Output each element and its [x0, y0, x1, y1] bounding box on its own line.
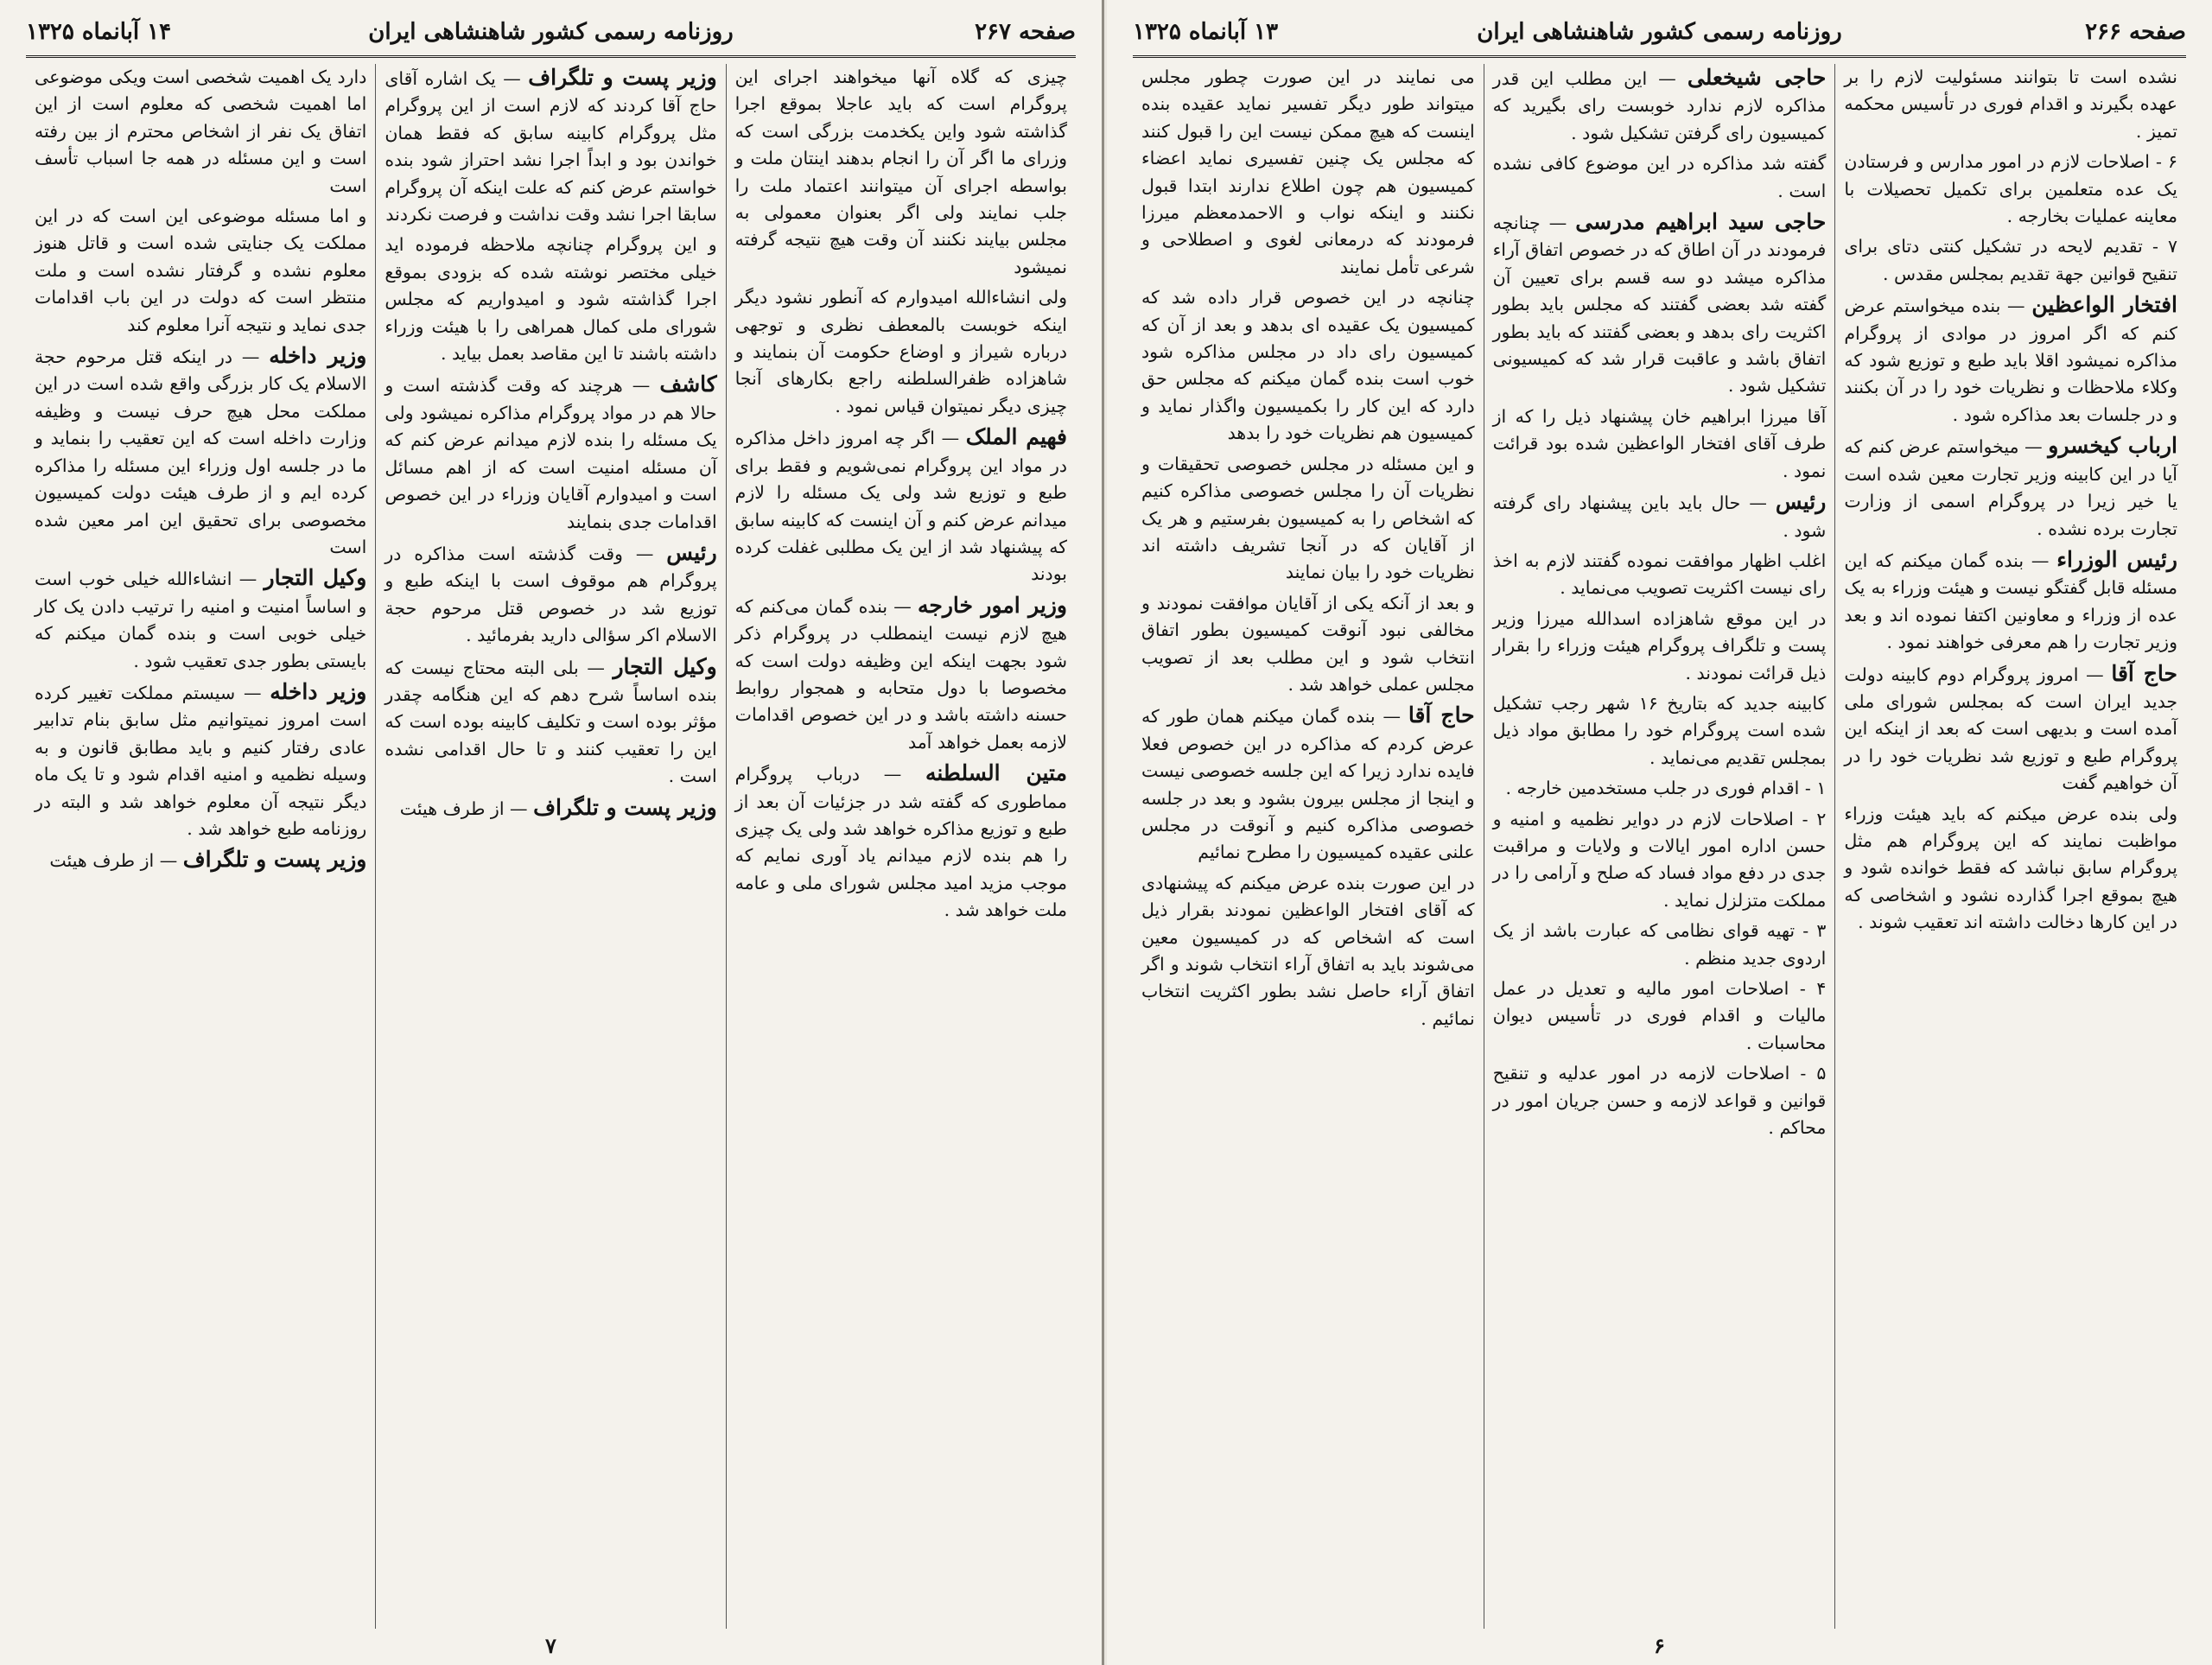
paragraph-text: بنده گمان میکنم همان طور که عرض کردم که مذاکره در این خصوص فعلا فایده ندارد زیرا که این جلسه خصوصی نیست و اینجا از مجلس بیرون بشود و بعد در جلسه خصوصی مذاکره کنیم و آنوقت در مجلس علنی عقیده کمیسیون را مطرح نمائیم [1141, 706, 1475, 863]
article-paragraph [1493, 690, 1827, 772]
paragraph-text: بنده گمان می‌کنم که هیچ لازم نیست اینمطلب در پروگرام ذکر شود بجهت اینکه این وظیفه دولت است که مخصوصا با دول متحابه و همجوار روابط حسنه داشته باشد و در این خصوص اقدامات لازمه بعمل خواهد آمد [734, 595, 1067, 753]
speaker-name: حاج آقا [2111, 660, 2177, 686]
article-paragraph: وزیر داخله — سیستم مملکت تغییر کرده است امروز نمیتوانیم مثل سابق بنام تدابیر عادی رفتار کنیم و باید مطابق قانون و به وسیله نظمیه و امنیه اقدام شود و تا یک ماه دیگر نتیجه آن معلوم خواهد شد و البته در روزنامه طبع خواهد شد . [35, 678, 367, 839]
article-paragraph: وزیر پست و تلگراف — از طرف هیئت [49, 847, 367, 873]
left-page [0, 0, 1104, 1665]
article-paragraph [35, 203, 366, 339]
paragraph-text: ۷ - تقدیم لایحه در تشکیل کنتی دتای برای تنقیح قوانین جهة تقدیم بمجلس مقدس . [1844, 236, 2177, 284]
article-paragraph [1844, 801, 2177, 937]
paragraph-text: نشده است تا بتوانند مسئولیت لازم را بر عهده بگیرند و اقدام فوری در تأسیس محکمه تمیز . [1844, 67, 2177, 142]
article-paragraph [1493, 548, 1827, 602]
speaker-name: متین السلطنه [925, 760, 1067, 786]
article-paragraph [1141, 64, 1475, 281]
paragraph-text: این مطلب این قدر مذاکره لازم ندارد خوبست رای بگیرید که کمیسیون رای گرفتن تشکیل شود . [1492, 68, 1827, 143]
article-paragraph: ارباب کیخسرو — میخواستم عرض کنم که آیا در این کابینه وزیر تجارت معین شده است یا خیر زیرا در پروگرام اسمی از وزارت تجارت برده نشده . [1844, 433, 2177, 539]
article-paragraph [35, 64, 366, 200]
article-paragraph [1141, 870, 1475, 1033]
paragraph-text: ۶ - اصلاحات لازم در امور مدارس و فرستادن یک عده متعلمین برای تکمیل تحصیلات با معاینه عملیات بخارجه . [1844, 151, 2177, 227]
paragraph-text: ۲ - اصلاحات لازم در دوایر نظمیه و امنیه و حسن اداره امور ایالات و ولایات و مراقبت جدی در دفع مواد فساد که صلح و آرامی را در مملکت متزلزل نماید . [1492, 808, 1827, 911]
article-paragraph: وزیر پست و تلگراف — یک اشاره آقای حاج آقا کردند که لازم است از این پروگرام مثل پروگرام کابینه سابق که فقط همان خواندن بود و ابداً اجرا نشد احتراز شود بنده خواستم عرض کنم که علت اینکه آن پروگرام سابقا اجرا نشد وقت نداشت و فرصت نکردند [385, 65, 717, 226]
paragraph-text: ولی بنده عرض میکنم که باید هیئت وزراء مواظبت نمایند که این پروگرام هم مثل پروگرام سابق نباشد که فقط خوانده شود و هیچ بموقع اجرا گذارده نشود و اشخاصی که در این کارها دخالت داشته اند تعقیب شوند . [1844, 803, 2177, 933]
article-paragraph: حاجی سید ابراهیم مدرسی — چنانچه فرمودند در آن اطاق که در خصوص اتفاق آراء مذاکره میشد دو سه قسم برای تعیین آن گفته شد بعضی گفتند که مجلس باید بطور اکثریت رای بدهد و بعضی گفتند که باید بطور اتفاق باشد و عاقبت قرار شد که کمیسیونی تشکیل شود . [1492, 209, 1827, 397]
paragraph-text: از طرف هیئت [399, 798, 505, 819]
paragraph-text: در این صورت بنده عرض میکنم که پیشنهادی که آقای افتخار الواعظین نمودند بقرار ذیل است که اشخاص که در کمیسیون معین می‌شوند باید به اتفاق آراء انتخاب شوند و اگر اتفاق آراء حاصل نشد بطور اکثریت انتخاب نمائیم . [1141, 872, 1475, 1029]
speaker-name: حاجی شیخعلی [1687, 65, 1827, 90]
speaker-name: وزیر داخله [269, 343, 367, 369]
newspaper-title: روزنامه رسمی کشور شاهنشاهی ایران [1477, 19, 1842, 45]
speaker-name: رئیس [666, 539, 717, 565]
article-paragraph: وزیر داخله — در اینکه قتل مرحوم حجة الاسلام یک کار بزرگی واقع شده است در این مملکت محل هیچ حرف نیست و وظیفه وزارت داخله است که این تعقیب را بنماید و ما در جلسه اول وزراء این مسئله را مذاکره کرده ایم و از طرف هیئت دولت کمیسیون مخصوصی برای تحقیق این امر معین شده است [35, 343, 367, 557]
article-paragraph: افتخار الواعظین — بنده میخواستم عرض کنم که اگر امروز در موادی از پروگرام مذاکره نمیشود اقلا باید طبع و توزیع شود که وکلاء ملاحظات و نظریات خود را در آن بکنند و در جلسات بعد مذاکره شود . [1844, 292, 2177, 425]
page-header [26, 10, 1076, 58]
paragraph-text: چنانچه فرمودند در آن اطاق که در خصوص اتفاق آراء مذاکره میشد دو سه قسم برای تعیین آن گفته شد بعضی گفتند که مجلس باید بطور اکثریت رای بدهد و بعضی گفتند که باید بطور اتفاق باشد و عاقبت قرار شد که کمیسیونی تشکیل شود . [1492, 213, 1827, 397]
text-column [1834, 64, 2186, 1629]
article-paragraph [1493, 404, 1827, 485]
paragraph-text: وقت گذشته است مذاکره در پروگرام هم موقوف است با اینکه طبع و توزیع شد در خصوص قتل مرحوم حجة الاسلام اکر سؤالی دارید بفرمائید . [385, 543, 717, 646]
right-page [1107, 0, 2212, 1665]
paragraph-text: و اما مسئله موضوعی این است که در این مملکت یک جنایتی شده است و قاتل هنوز معلوم نشده و گرفتار نشده است و ملت منتظر است که دولت در این باب اقدامات جدی نماید و نتیجه آنرا معلوم کند [35, 206, 367, 335]
paragraph-text: چیزی که گلاه آنها میخواهند اجرای این پروگرام است که باید عاجلا بموقع اجرا گذاشته شود واین یکخدمت بزرگی است که وزرای ما اگر آن را انجام بدهند اینتان ملت و بواسطه اجرای آن میتوانند اعتماد ملت را جلب نمایند ولی اگر بعنوان معمولی به مجلس بیایند نکنند آن وقت هیچ نتیجه گرفته نمیشود [734, 67, 1067, 277]
article-paragraph: رئیس — حال باید باین پیشنهاد رای گرفته شود . [1492, 489, 1827, 541]
article-paragraph [385, 232, 716, 367]
paragraph-text: در این موقع شاهزاده اسدالله میرزا وزیر پست و تلگراف پروگرام هیئت وزراء را بقرار ذیل قرائت نمودند . [1492, 607, 1827, 683]
article-paragraph: حاج آقا — امروز پروگرام دوم کابینه دولت جدید ایران است که بمجلس شورای ملی آمده است و بدیهی است که بعد از اینکه این پروگرام طبع و توزیع شد نظریات خود را در آن خواهیم گفت [1844, 660, 2177, 794]
page-number-label: صفحه ۲۶۶ [2085, 19, 2186, 45]
paragraph-text: هرچند که وقت گذشته است و حالا هم در مواد پروگرام مذاکره نمیشود ولی یک مسئله را بنده لازم میدانم عرض کنم که آن مسئله امنیت است که از اهم مسائل است و امیدوارم آقایان وزراء در این خصوص اقدامات جدی بنمایند [385, 375, 717, 532]
speaker-name: رئیس الوزراء [2056, 546, 2177, 572]
article-paragraph [735, 64, 1067, 281]
speaker-name: وزیر پست و تلگراف [533, 794, 717, 820]
speaker-name: رئیس [1775, 489, 1827, 515]
speaker-name: وزیر امور خارجه [917, 592, 1067, 618]
paragraph-text: آقا میرزا ابراهیم خان پیشنهاد ذیل را که از طرف آقای افتخار الواعظین شده بود قرائت نمود . [1492, 405, 1827, 481]
paragraph-text: بنده میخواستم عرض کنم که اگر امروز در موادی از پروگرام مذاکره نمیشود اقلا باید طبع و توزیع شود که وکلاء ملاحظات و نظریات خود را در آن بکنند و در جلسات بعد مذاکره شود . [1844, 296, 2177, 425]
article-paragraph: رئیس — وقت گذشته است مذاکره در پروگرام هم موقوف است با اینکه طبع و توزیع شد در خصوص قتل مرحوم حجة الاسلام اکر سؤالی دارید بفرمائید . [385, 539, 717, 646]
paragraph-text: سیستم مملکت تغییر کرده است امروز نمیتوانیم مثل سابق بنام تدابیر عادی رفتار کنیم و باید مطابق قانون و به وسیله نظمیه و امنیه اقدام شود و تا یک ماه دیگر نتیجه آن معلوم خواهد شد و البته در روزنامه طبع خواهد شد . [35, 682, 367, 839]
article-paragraph [1141, 451, 1475, 587]
article-paragraph [1844, 233, 2177, 288]
text-column [726, 64, 1076, 1629]
speaker-name: کاشف [659, 372, 717, 397]
paragraph-text: و این پروگرام چنانچه ملاحظه فرموده اید خیلی مختصر نوشته شده که بزودی بموقع اجرا گذاشته شود و امیدواریم که مجلس شورای ملی کمال همراهی را با هیئت وزراء داشته باشند تا این مقاصد بعمل بیاید . [385, 234, 717, 365]
text-columns [1133, 64, 2186, 1629]
paragraph-text: ولی انشاءالله امیدوارم که آنطور نشود دیگر اینکه خوبست بالمعطف نظری و توجهی درباره شیراز و اوضاع حکومت آن بنمایند و شاهزاده ظفرالسلطنه راجع بکارهای آنجا چیزی دیگر نمیتوان قیاس نمود . [734, 287, 1067, 416]
issue-date: ۱۴ آبانماه ۱۳۲۵ [26, 19, 172, 45]
article-paragraph [1493, 775, 1827, 802]
text-column [1133, 64, 1484, 1629]
speaker-name: وکیل التجار [613, 653, 717, 679]
article-paragraph [735, 284, 1067, 420]
paragraph-text: اغلب اظهار موافقت نموده گفتند لازم به اخذ رای نیست اکثریت تصویب می‌نماید . [1492, 550, 1827, 599]
speaker-name: وزیر پست و تلگراف [528, 65, 717, 90]
article-paragraph: وکیل التجار — بلی البته محتاج نیست که بنده اساساً شرح دهم که این هنگامه چقدر مؤثر بوده است و تکلیف کابینه بوده است که این را تعقیب کنند و تا حال اقدامی نشده است . [385, 653, 717, 787]
paragraph-text: میخواستم عرض کنم که آیا در این کابینه وزیر تجارت معین شده است یا خیر زیرا در پروگرام اسمی از وزارت تجارت برده نشده . [1844, 436, 2177, 539]
article-paragraph [1844, 149, 2177, 230]
speaker-name: حاجی سید ابراهیم مدرسی [1575, 209, 1827, 235]
article-paragraph [1141, 284, 1475, 447]
speaker-name: وزیر پست و تلگراف [182, 847, 367, 873]
article-paragraph [1141, 590, 1475, 699]
article-paragraph: وزیر پست و تلگراف — از طرف هیئت [399, 794, 717, 820]
paragraph-text: یک اشاره آقای حاج آقا کردند که لازم است از این پروگرام مثل پروگرام کابینه سابق که فقط همان خواندن بود و ابداً اجرا نشد احتراز شود بنده خواستم عرض کنم که علت اینکه آن پروگرام سابقا اجرا نشد وقت نداشت و فرصت نکردند [385, 68, 717, 226]
paragraph-text: در اینکه قتل مرحوم حجة الاسلام یک کار بزرگی واقع شده است در این مملکت محل هیچ حرف نیست و وظیفه وزارت داخله است که این تعقیب را بنماید و ما در جلسه اول وزراء این مسئله را مذاکره کرده ایم و از طرف هیئت دولت کمیسیون مخصوصی برای تحقیق این امر معین شده است [35, 346, 367, 557]
paragraph-text: بنده گمان میکنم که این مسئله قابل گفتگو نیست و هیئت وزراء به یک عده از وزراء و معاونین اکتفا نموده اند و بعد وزیر تجارت را هم معرفی خواهند نمود . [1844, 550, 2177, 653]
paragraph-text: و بعد از آنکه یکی از آقایان موافقت نمودند و مخالفی نبود آنوقت کمیسیون بطور اتفاق انتخاب شود و این مطلب بعد از تصویب مجلس عملی خواهد شد . [1141, 592, 1475, 695]
text-column [375, 64, 725, 1629]
paragraph-text: ۴ - اصلاحات امور مالیه و تعدیل در عمل مالیات و اقدام فوری در تأسیس دیوان محاسبات . [1492, 978, 1827, 1053]
page-number-label: صفحه ۲۶۷ [975, 19, 1076, 45]
article-paragraph [1844, 64, 2177, 145]
article-paragraph: حاج آقا — بنده گمان میکنم همان طور که عرض کردم که مذاکره در این خصوص فعلا فایده ندارد زیرا که این جلسه خصوصی نیست و اینجا از مجلس بیرون بشود و بعد در جلسه خصوصی مذاکره کنیم و آنوقت در مجلس علنی عقیده کمیسیون را مطرح نمائیم [1141, 702, 1475, 863]
paragraph-text: گفته شد مذاکره در این موضوع کافی نشده است . [1492, 153, 1827, 201]
speaker-name: فهیم الملک [965, 424, 1067, 450]
article-paragraph [1493, 1060, 1827, 1141]
page-folio: ۷ [545, 1633, 556, 1658]
article-paragraph: حاجی شیخعلی — این مطلب این قدر مذاکره لازم ندارد خوبست رای بگیرید که کمیسیون رای گرفتن تشکیل شود . [1492, 65, 1827, 143]
page-folio: ۶ [1654, 1633, 1665, 1658]
speaker-name: ارباب کیخسرو [2048, 433, 2177, 459]
article-paragraph: کاشف — هرچند که وقت گذشته است و حالا هم در مواد پروگرام مذاکره نمیشود ولی یک مسئله را بنده لازم میدانم عرض کنم که آن مسئله امنیت است که از اهم مسائل است و امیدوارم آقایان وزراء در این خصوص اقدامات جدی بنمایند [385, 372, 717, 532]
article-paragraph [1493, 975, 1827, 1057]
paragraph-text: امروز پروگرام دوم کابینه دولت جدید ایران است که بمجلس شورای ملی آمده است و بدیهی است که بعد از اینکه این پروگرام طبع و توزیع شد نظریات خود را در آن خواهیم گفت [1844, 664, 2177, 794]
paragraph-text: ۳ - تهیه قوای نظامی که عبارت باشد از یک اردوی جدید منظم . [1492, 920, 1827, 969]
paragraph-text: انشاءالله خیلی خوب است و اساساً امنیت و امنیه را ترتیب دادن یک کار خیلی خوبی است و بنده گمان میکنم که بایستی بطور جدی تعقیب شود . [35, 569, 367, 671]
paragraph-text: کابینه جدید که بتاریخ ۱۶ شهر رجب تشکیل شده است پروگرام خود را مطابق مواد ذیل بمجلس تقدیم می‌نماید . [1492, 692, 1827, 768]
issue-date: ۱۳ آبانماه ۱۳۲۵ [1133, 19, 1279, 45]
article-paragraph: فهیم الملک — اگر چه امروز داخل مذاکره در مواد این پروگرام نمی‌شویم و فقط برای طبع و توزیع شد ولی یک مسئله را لازم میدانم عرض کنم و آن اینست که کابینه سابق که پیشنهاد شد از این یک مطلبی غفلت کرده بودند [734, 424, 1067, 585]
paragraph-text: درباب پروگرام مماطوری که گفته شد در جزئیات آن بعد از طبع و توزیع مذاکره خواهد شد ولی یک چیزی را هم بنده لازم میدانم یاد آوری نمایم که موجب مزید امید مجلس شورای ملی و عامه ملت خواهد شد . [734, 764, 1067, 921]
speaker-name: وکیل التجار [264, 565, 367, 591]
article-paragraph: وزیر امور خارجه — بنده گمان می‌کنم که هیچ لازم نیست اینمطلب در پروگرام ذکر شود بجهت اینکه این وظیفه دولت است که مخصوصا با دول متحابه و همجوار روابط حسنه داشته باشد و در این خصوص اقدامات لازمه بعمل خواهد آمد [734, 592, 1067, 753]
paragraph-text: ۵ - اصلاحات لازمه در امور عدلیه و تنقیح قوانین و قواعد لازمه و حسن جریان امور در محاکم . [1492, 1063, 1827, 1139]
speaker-name: وزیر داخله [270, 678, 367, 704]
newspaper-title: روزنامه رسمی کشور شاهنشاهی ایران [368, 19, 734, 45]
article-paragraph [1493, 918, 1827, 972]
text-column [1484, 64, 1835, 1629]
paragraph-text: بلی البته محتاج نیست که بنده اساساً شرح دهم که این هنگامه چقدر مؤثر بوده است و تکلیف کابینه بوده است که این را تعقیب کنند و تا حال اقدامی نشده است . [385, 657, 717, 787]
paragraph-text: از طرف هیئت [49, 850, 155, 872]
page-header [1133, 10, 2186, 58]
article-paragraph: رئیس الوزراء — بنده گمان میکنم که این مسئله قابل گفتگو نیست و هیئت وزراء به یک عده از وزراء و معاونین اکتفا نموده اند و بعد وزیر تجارت را هم معرفی خواهند نمود . [1844, 546, 2177, 653]
article-paragraph [1493, 150, 1827, 205]
article-paragraph: وکیل التجار — انشاءالله خیلی خوب است و اساساً امنیت و امنیه را ترتیب دادن یک کار خیلی خوبی است و بنده گمان میکنم که بایستی بطور جدی تعقیب شود . [35, 565, 367, 671]
paragraph-text: اگر چه امروز داخل مذاکره در مواد این پروگرام نمی‌شویم و فقط برای طبع و توزیع شد ولی یک مسئله را لازم میدانم عرض کنم و آن اینست که کابینه سابق که پیشنهاد شد از این یک مطلبی غفلت کرده بودند [734, 428, 1067, 585]
paragraph-text: حال باید باین پیشنهاد رای گرفته شود . [1492, 493, 1827, 541]
paragraph-text: ۱ - اقدام فوری در جلب مستخدمین خارجه . [1505, 778, 1827, 799]
text-columns [26, 64, 1076, 1629]
article-paragraph: متین السلطنه — درباب پروگرام مماطوری که گفته شد در جزئیات آن بعد از طبع و توزیع مذاکره خواهد شد ولی یک چیزی را هم بنده لازم میدانم یاد آوری نمایم که موجب مزید امید مجلس شورای ملی و عامه ملت خواهد شد . [734, 760, 1067, 921]
paragraph-text: و این مسئله در مجلس خصوصی تحقیقات و نظریات آن را مجلس خصوصی مذاکره کنیم که اشخاص را به کمیسیون بفرستیم و هر یک از آقایان که در آنجا تشریف داشته اند نظریات خود را بیان نمایند [1141, 453, 1475, 583]
article-paragraph [1493, 606, 1827, 687]
paragraph-text: می نمایند در این صورت چطور مجلس میتواند طور دیگر تفسیر نماید عقیده بنده اینست که هیچ ممکن نیست این را قبول کنند که مجلس یک چنین تفسیری نماید اعضاء کمیسیون هم چون اطلاع ندارند ابتدا قبول نکنند و اینکه نواب و الاحمدمعظم میرزا فرمودند که درمعانی لغوی و اصطلاحی و شرعی تأمل نمایند [1141, 67, 1475, 277]
speaker-name: افتخار الواعظین [2031, 292, 2177, 318]
paragraph-text: دارد یک اهمیت شخصی است ویکی موضوعی اما اهمیت شخصی که معلوم است از این اتفاق یک نفر از اشخاص محترم از بین رفته است و این مسئله در همه جا اسباب تأسف است [35, 67, 367, 196]
paragraph-text: چنانچه در این خصوص قرار داده شد که کمیسیون یک عقیده ای بدهد و بعد از آن که کمیسیون رای داد در مجلس مذاکره شود خوب است بنده گمان میکنم که مجلس حق دارد که این کار را بکمیسیون واگذار نماید و کمیسیون هم نظریات خود را بدهد [1141, 287, 1475, 444]
article-paragraph [1493, 806, 1827, 915]
speaker-name: حاج آقا [1408, 702, 1475, 728]
text-column [26, 64, 375, 1629]
